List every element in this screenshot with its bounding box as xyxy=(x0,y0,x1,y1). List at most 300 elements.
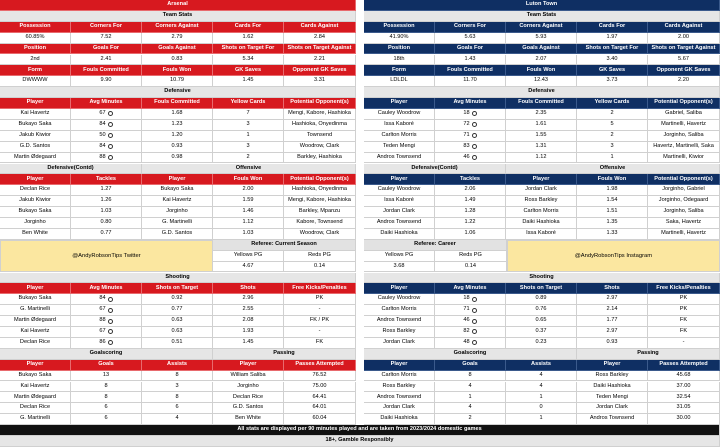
stat-value: 2.07 xyxy=(506,55,577,66)
stat-value: 0.76 xyxy=(506,305,577,316)
stat-value: - xyxy=(284,305,356,316)
stat-value: 2.35 xyxy=(506,109,577,120)
stat-value: 0.23 xyxy=(506,338,577,349)
column-header: Player xyxy=(213,360,284,371)
player-name: Jordan Clark xyxy=(364,338,435,349)
column-header: Shots on Target xyxy=(506,283,577,294)
player-name: G. Martinelli xyxy=(0,414,71,425)
stat-value: 1.31 xyxy=(506,142,577,153)
stat-value: Hashioka, Onyedinma xyxy=(284,120,356,131)
column-header: Fouls Won xyxy=(213,174,284,185)
stat-value: Jorginho, Saliba xyxy=(648,131,720,142)
stat-value: 1 xyxy=(435,392,506,403)
column-header: Position xyxy=(364,44,435,55)
gutter xyxy=(356,164,364,175)
player-name: Jorginho xyxy=(142,207,213,218)
stat-value: 5.63 xyxy=(435,33,506,44)
stat-value: FK xyxy=(648,316,720,327)
section-title: Passing xyxy=(577,349,720,360)
stat-value: 12.43 xyxy=(506,76,577,87)
column-header: Cards For xyxy=(213,22,284,33)
stat-value: 2.96 xyxy=(213,294,284,305)
player-name: G.D. Santos xyxy=(142,229,213,240)
player-name: Cauley Woodrow xyxy=(364,185,435,196)
gutter xyxy=(356,392,364,403)
column-header: Shots on Target xyxy=(142,283,213,294)
gutter xyxy=(356,338,364,349)
stat-value: 82 xyxy=(435,327,506,338)
column-header: Free Kicks/Penalties xyxy=(284,283,356,294)
stat-value: 5 xyxy=(577,120,648,131)
gutter xyxy=(356,382,364,393)
player-name: Issa Kaboré xyxy=(364,196,435,207)
stat-value: 1.33 xyxy=(577,229,648,240)
gutter xyxy=(356,349,364,360)
player-name: William Saliba xyxy=(213,371,284,382)
stat-value: 1.77 xyxy=(577,316,648,327)
stat-value: 1.03 xyxy=(213,229,284,240)
stat-value: 1.22 xyxy=(435,218,506,229)
stat-value: 5.93 xyxy=(506,33,577,44)
stat-value: 86 xyxy=(71,338,142,349)
stat-value: 64.41 xyxy=(284,392,356,403)
section-title: Defensive(Contd) xyxy=(0,164,142,175)
column-header: GK Saves xyxy=(213,65,284,76)
gutter xyxy=(356,65,364,76)
stat-value: 5.67 xyxy=(648,55,720,66)
section-title: Defensive(Contd) xyxy=(364,164,506,175)
stat-value: 2.79 xyxy=(142,33,213,44)
stat-value: 84 xyxy=(71,294,142,305)
stat-value: 1 xyxy=(213,131,284,142)
column-header: Shots on Target For xyxy=(213,44,284,55)
column-header: Opponent GK Saves xyxy=(284,65,356,76)
player-name: G. Martinelli xyxy=(142,218,213,229)
stat-value: 1.54 xyxy=(577,196,648,207)
stat-value: 1.62 xyxy=(213,33,284,44)
stat-value: 3.31 xyxy=(284,76,356,87)
column-header: Shots xyxy=(213,283,284,294)
column-header: Tackles xyxy=(435,174,506,185)
player-name: Kai Havertz xyxy=(142,196,213,207)
player-name: Issa Kaboré xyxy=(506,229,577,240)
stat-value: 11.70 xyxy=(435,76,506,87)
stat-value: 6 xyxy=(71,403,142,414)
player-name: Kai Havertz xyxy=(0,109,71,120)
column-header: Avg Minutes xyxy=(435,98,506,109)
section-title: Defensive xyxy=(0,87,356,98)
gutter xyxy=(356,142,364,153)
stat-value: 88 xyxy=(71,153,142,164)
column-header: Fouls Won xyxy=(142,65,213,76)
player-name: Martin Ødegaard xyxy=(0,153,71,164)
stat-value: 76.52 xyxy=(284,371,356,382)
column-header: Player xyxy=(0,174,71,185)
stat-value: 67 xyxy=(71,327,142,338)
ref-title: Referee: Current Season xyxy=(213,240,356,251)
gutter xyxy=(356,327,364,338)
player-name: Declan Rice xyxy=(213,392,284,403)
ref-header: Reds PG xyxy=(284,251,356,262)
gutter xyxy=(356,55,364,66)
stat-value: 2 xyxy=(577,131,648,142)
player-name: Daiki Hashioka xyxy=(506,218,577,229)
gutter xyxy=(356,0,364,11)
stat-value: 7 xyxy=(213,109,284,120)
column-header: Yellow Cards xyxy=(213,98,284,109)
column-header: Player xyxy=(364,283,435,294)
player-name: Jakub Kiwior xyxy=(0,196,71,207)
gutter xyxy=(356,33,364,44)
stat-value: 8 xyxy=(142,392,213,403)
stat-value: 8 xyxy=(435,371,506,382)
column-header: Cards Against xyxy=(284,22,356,33)
stat-value: Martinelli, Havertz xyxy=(648,229,720,240)
column-header: Fouls Committed xyxy=(435,65,506,76)
stat-value: 0.77 xyxy=(142,305,213,316)
stopwatch-icon xyxy=(108,111,113,116)
stat-value: 1.03 xyxy=(71,207,142,218)
stopwatch-icon xyxy=(108,133,113,138)
player-name: Bukayo Saka xyxy=(0,207,71,218)
stat-value: DWWWW xyxy=(0,76,71,87)
stat-value: 4 xyxy=(506,382,577,393)
stat-value: 84 xyxy=(71,120,142,131)
stat-value: 1.46 xyxy=(213,207,284,218)
stat-value: 3 xyxy=(213,120,284,131)
stat-value: PK xyxy=(648,305,720,316)
section-title: Goalscoring xyxy=(0,349,213,360)
player-name: Andros Townsend xyxy=(364,392,435,403)
column-header: Player xyxy=(0,98,71,109)
gutter xyxy=(356,120,364,131)
stat-value: 50 xyxy=(71,131,142,142)
stat-value: - xyxy=(284,327,356,338)
stat-value: 1.45 xyxy=(213,76,284,87)
stat-value: 0 xyxy=(506,403,577,414)
stat-value: 67 xyxy=(71,305,142,316)
player-name: Cauley Woodrow xyxy=(364,109,435,120)
stat-value: 75.00 xyxy=(284,382,356,393)
gutter xyxy=(356,153,364,164)
stat-value: 8 xyxy=(71,392,142,403)
stat-value: 0.37 xyxy=(506,327,577,338)
stat-value: 0.51 xyxy=(142,338,213,349)
ref-value: 0.14 xyxy=(435,262,507,273)
section-title: Shooting xyxy=(364,273,720,284)
stat-value: 1.68 xyxy=(142,109,213,120)
column-header: Passes Attempted xyxy=(648,360,720,371)
player-name: G.D. Santos xyxy=(0,142,71,153)
gutter xyxy=(356,403,364,414)
player-name: Martin Ødegaard xyxy=(0,316,71,327)
player-name: Ross Barkley xyxy=(364,327,435,338)
stat-value: 41.90% xyxy=(364,33,435,44)
column-header: Player xyxy=(0,360,71,371)
stopwatch-icon xyxy=(108,122,113,127)
stat-value: 46 xyxy=(435,153,506,164)
player-name: Cauley Woodrow xyxy=(364,294,435,305)
player-name: Daiki Hashioka xyxy=(577,382,648,393)
stat-value: Jorginho, Gabriel xyxy=(648,185,720,196)
player-name: Martin Ødegaard xyxy=(0,392,71,403)
stat-value: 2.55 xyxy=(213,305,284,316)
column-header: Fouls Committed xyxy=(71,65,142,76)
player-name: Carlton Morris xyxy=(506,207,577,218)
stat-value: 6 xyxy=(142,403,213,414)
stat-value: 71 xyxy=(435,305,506,316)
stat-value: 1.28 xyxy=(435,207,506,218)
stat-value: 71 xyxy=(435,131,506,142)
stat-value: 1.59 xyxy=(213,196,284,207)
player-name: Teden Mengi xyxy=(364,142,435,153)
stat-value: 1 xyxy=(506,414,577,425)
ref-value: 3.68 xyxy=(364,262,435,273)
stopwatch-icon xyxy=(108,155,113,160)
player-name: Jakub Kiwior xyxy=(0,131,71,142)
stat-value: 1.45 xyxy=(213,338,284,349)
stat-value: 3 xyxy=(213,142,284,153)
section-title: Defensive xyxy=(364,87,720,98)
stat-value: 0.80 xyxy=(71,218,142,229)
column-header: Yellow Cards xyxy=(577,98,648,109)
stopwatch-icon xyxy=(472,340,477,345)
player-name: Andros Townsend xyxy=(364,316,435,327)
player-name: Carlton Morris xyxy=(364,131,435,142)
stat-value: 1.35 xyxy=(577,218,648,229)
section-title: Offensive xyxy=(506,164,720,175)
column-header: Tackles xyxy=(71,174,142,185)
stat-value: 2.00 xyxy=(213,185,284,196)
gamble-responsibly: 18+, Gamble Responsibly xyxy=(0,436,720,447)
player-name: Ben White xyxy=(213,414,284,425)
stat-value: 4 xyxy=(435,403,506,414)
stat-value: 0.93 xyxy=(142,142,213,153)
column-header: Shots on Target Against xyxy=(648,44,720,55)
stat-value: Townsend xyxy=(284,131,356,142)
stat-value: LDLDL xyxy=(364,76,435,87)
gutter xyxy=(356,305,364,316)
stat-value: 6 xyxy=(71,414,142,425)
player-name: G. Martinelli xyxy=(0,305,71,316)
stopwatch-icon xyxy=(472,297,477,302)
gutter xyxy=(356,174,364,185)
stat-value: Gabriel, Saliba xyxy=(648,109,720,120)
stopwatch-icon xyxy=(108,297,113,302)
stopwatch-icon xyxy=(472,329,477,334)
ref-title: Referee: Career xyxy=(364,240,507,251)
column-header: Player xyxy=(577,360,648,371)
stat-value: 0.83 xyxy=(142,55,213,66)
stat-value: 2.84 xyxy=(284,33,356,44)
stat-value: 1.23 xyxy=(142,120,213,131)
stopwatch-icon xyxy=(472,319,477,324)
stopwatch-icon xyxy=(108,340,113,345)
stat-value: 7.52 xyxy=(71,33,142,44)
column-header: Goals For xyxy=(435,44,506,55)
twitter-handle[interactable]: @AndyRobsonTips Twitter xyxy=(0,240,213,273)
column-header: Free Kicks/Penalties xyxy=(648,283,720,294)
stat-value: Barkley, Mpanzu xyxy=(284,207,356,218)
stat-value: 1.12 xyxy=(213,218,284,229)
stat-value: FK xyxy=(284,338,356,349)
stat-value: 64.01 xyxy=(284,403,356,414)
section-title: Team Stats xyxy=(0,11,356,22)
column-header: Player xyxy=(364,98,435,109)
column-header: Cards Against xyxy=(648,22,720,33)
column-header: Corners For xyxy=(71,22,142,33)
section-title: Shooting xyxy=(0,273,356,284)
player-name: Bukayo Saka xyxy=(0,294,71,305)
stat-value: 1.61 xyxy=(506,120,577,131)
stat-value: 2.20 xyxy=(648,76,720,87)
stat-value: 48 xyxy=(435,338,506,349)
column-header: Potential Opponent(s) xyxy=(284,98,356,109)
stat-value: 31.05 xyxy=(648,403,720,414)
stat-value: 1 xyxy=(506,392,577,403)
gutter xyxy=(356,44,364,55)
player-name: Kai Havertz xyxy=(0,327,71,338)
stat-value: 18 xyxy=(435,109,506,120)
gutter xyxy=(356,283,364,294)
column-header: Fouls Won xyxy=(577,174,648,185)
column-header: Opponent GK Saves xyxy=(648,65,720,76)
stopwatch-icon xyxy=(472,122,477,127)
stat-value: 3 xyxy=(577,142,648,153)
column-header: Assists xyxy=(506,360,577,371)
stat-value: 46 xyxy=(435,316,506,327)
gutter xyxy=(356,262,364,273)
player-name: Issa Kaboré xyxy=(364,120,435,131)
player-name: G.D. Santos xyxy=(213,403,284,414)
stat-value: 60.85% xyxy=(0,33,71,44)
gutter xyxy=(356,11,364,22)
stat-value: Saka, Havertz xyxy=(648,218,720,229)
stat-value: 2.41 xyxy=(71,55,142,66)
stat-value: Woodrow, Clark xyxy=(284,229,356,240)
stat-value: 0.89 xyxy=(506,294,577,305)
stat-value: Hashioka, Onyedinma xyxy=(284,185,356,196)
gutter xyxy=(356,414,364,425)
stat-value: 2 xyxy=(577,109,648,120)
stat-value: 0.65 xyxy=(506,316,577,327)
column-header: Player xyxy=(0,283,71,294)
gutter xyxy=(356,76,364,87)
team-name-luton: Luton Town xyxy=(364,0,720,11)
stat-value: 1.06 xyxy=(435,229,506,240)
stat-value: 2 xyxy=(213,153,284,164)
stat-value: 2.97 xyxy=(577,294,648,305)
column-header: Fouls Committed xyxy=(506,98,577,109)
stat-value: Barkley, Hashioka xyxy=(284,153,356,164)
stat-value: 1.97 xyxy=(577,33,648,44)
ref-value: 4.67 xyxy=(213,262,284,273)
stat-value: 72 xyxy=(435,120,506,131)
player-name: Kai Havertz xyxy=(0,382,71,393)
player-name: Carlton Morris xyxy=(364,305,435,316)
column-header: Player xyxy=(364,360,435,371)
stopwatch-icon xyxy=(108,329,113,334)
stat-value: 4 xyxy=(435,382,506,393)
player-name: Jordan Clark xyxy=(364,207,435,218)
stat-value: Jorginho, Saliba xyxy=(648,207,720,218)
section-title: Goalscoring xyxy=(364,349,577,360)
column-header: Goals Against xyxy=(506,44,577,55)
column-header: Potential Opponent(s) xyxy=(648,98,720,109)
column-header: Possession xyxy=(0,22,71,33)
stat-value: PK xyxy=(648,294,720,305)
stat-value: Martinelli, Kiwior xyxy=(648,153,720,164)
ref-value: 0.14 xyxy=(284,262,356,273)
stopwatch-icon xyxy=(472,155,477,160)
gutter xyxy=(356,22,364,33)
player-name: Ben White xyxy=(0,229,71,240)
stat-value: 10.79 xyxy=(142,76,213,87)
column-header: Corners Against xyxy=(142,22,213,33)
column-header: Potential Opponent(s) xyxy=(284,174,356,185)
instagram-handle[interactable]: @AndyRobsonTips Instagram xyxy=(507,240,720,273)
column-header: Player xyxy=(506,174,577,185)
stat-value: Mengi, Kabore, Hashioka xyxy=(284,196,356,207)
stat-value: 2.08 xyxy=(213,316,284,327)
stat-value: 0.63 xyxy=(142,316,213,327)
column-header: Player xyxy=(142,174,213,185)
stat-value: Woodrow, Clark xyxy=(284,142,356,153)
column-header: Goals Against xyxy=(142,44,213,55)
stat-value: 84 xyxy=(71,142,142,153)
player-name: Ross Barkley xyxy=(364,382,435,393)
stat-value: Havertz, Martinelli, Saka xyxy=(648,142,720,153)
column-header: Goals For xyxy=(71,44,142,55)
column-header: Shots on Target For xyxy=(577,44,648,55)
stat-value: 2nd xyxy=(0,55,71,66)
player-name: Declan Rice xyxy=(0,185,71,196)
player-name: Andros Townsend xyxy=(577,414,648,425)
stat-value: Kabore, Townsend xyxy=(284,218,356,229)
stat-value: 83 xyxy=(435,142,506,153)
column-header: Shots xyxy=(577,283,648,294)
stopwatch-icon xyxy=(472,133,477,138)
stat-value: 2.06 xyxy=(435,185,506,196)
stat-value: Martinelli, Havertz xyxy=(648,120,720,131)
column-header: Form xyxy=(364,65,435,76)
column-header: Fouls Committed xyxy=(142,98,213,109)
ref-header: Yellows PG xyxy=(213,251,284,262)
player-name: Declan Rice xyxy=(0,338,71,349)
stat-value: 1.20 xyxy=(142,131,213,142)
column-header: GK Saves xyxy=(577,65,648,76)
stopwatch-icon xyxy=(108,319,113,324)
stat-value: 2.21 xyxy=(284,55,356,66)
column-header: Corners Against xyxy=(506,22,577,33)
stat-value: 5.34 xyxy=(213,55,284,66)
column-header: Corners For xyxy=(435,22,506,33)
stat-value: 1 xyxy=(577,153,648,164)
stat-value: 13 xyxy=(71,371,142,382)
stat-value: 2 xyxy=(435,414,506,425)
team-name-arsenal: Arsenal xyxy=(0,0,356,11)
column-header: Avg Minutes xyxy=(435,283,506,294)
column-header: Form xyxy=(0,65,71,76)
gutter xyxy=(356,207,364,218)
column-header: Avg Minutes xyxy=(71,283,142,294)
column-header: Shots on Target Against xyxy=(284,44,356,55)
player-name: Teden Mengi xyxy=(577,392,648,403)
ref-header: Reds PG xyxy=(435,251,507,262)
player-name: Declan Rice xyxy=(0,403,71,414)
player-name: Bukayo Saka xyxy=(0,371,71,382)
stat-value: 1.43 xyxy=(435,55,506,66)
